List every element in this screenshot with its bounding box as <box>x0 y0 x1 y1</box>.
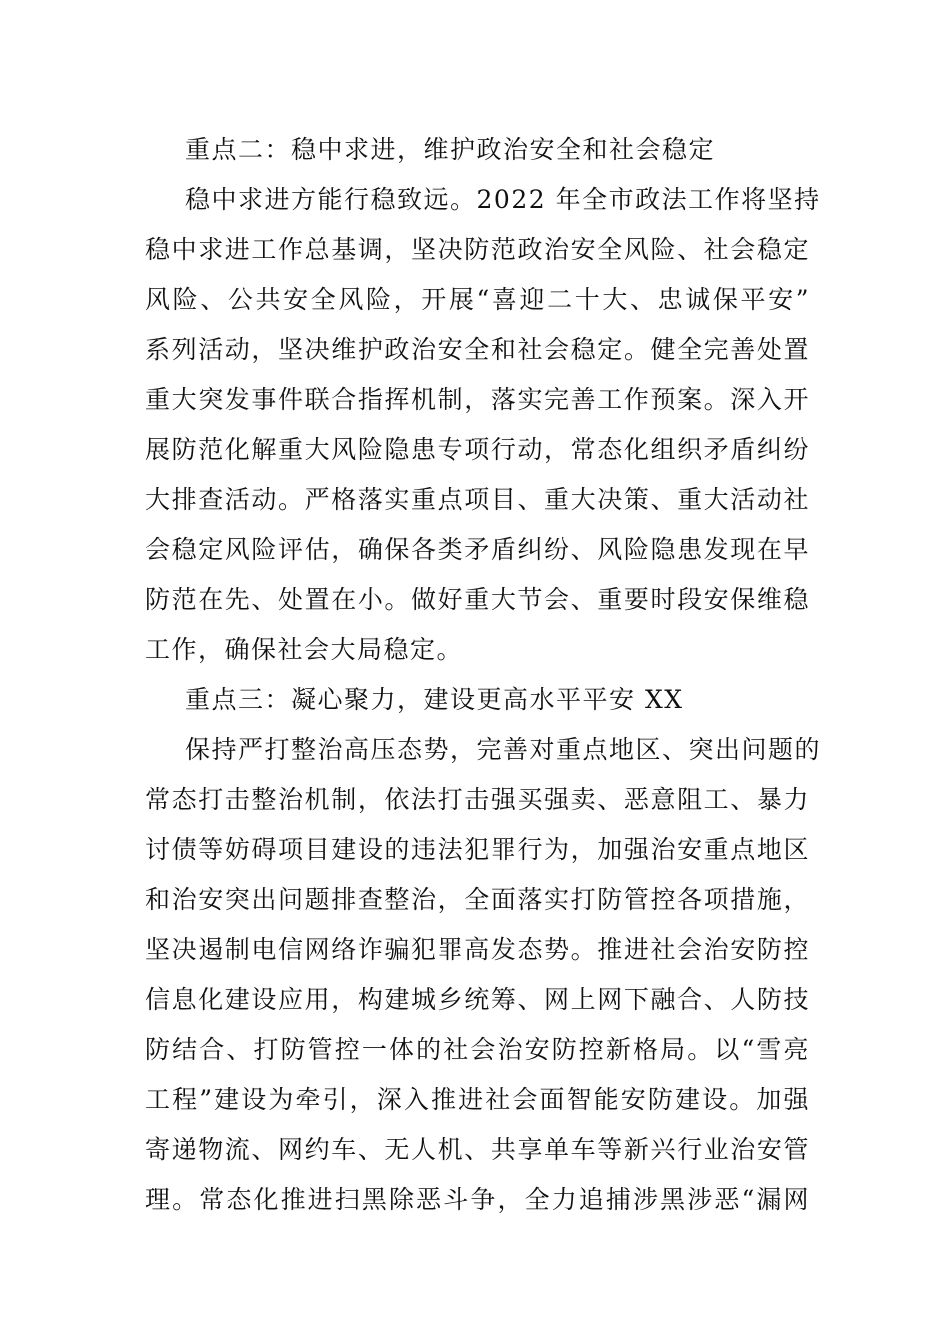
paragraph-line: 稳中求进方能行稳致远。2022 年全市政法工作将坚持 <box>185 185 821 214</box>
paragraph-line: 重大突发事件联合指挥机制，落实完善工作预案。深入开 <box>145 385 810 414</box>
paragraph-line: 理。常态化推进扫黑除恶斗争，全力追捕涉黑涉恶“漏网 <box>145 1185 810 1214</box>
section-heading: 重点三：凝心聚力，建设更高水平平安 XX <box>185 685 684 714</box>
paragraph-line: 保持严打整治高压态势，完善对重点地区、突出问题的 <box>185 735 822 764</box>
paragraph-line: 稳中求进工作总基调，坚决防范政治安全风险、社会稳定 <box>145 235 810 264</box>
paragraph-line: 展防范化解重大风险隐患专项行动，常态化组织矛盾纠纷 <box>145 435 810 464</box>
paragraph-line: 工程”建设为牵引，深入推进社会面智能安防建设。加强 <box>145 1085 810 1114</box>
paragraph-line: 讨债等妨碍项目建设的违法犯罪行为，加强治安重点地区 <box>145 835 810 864</box>
paragraph-line: 大排查活动。严格落实重点项目、重大决策、重大活动社 <box>145 485 810 514</box>
paragraph-line: 常态打击整治机制，依法打击强买强卖、恶意阻工、暴力 <box>145 785 810 814</box>
paragraph-line: 寄递物流、网约车、无人机、共享单车等新兴行业治安管 <box>145 1135 810 1164</box>
paragraph-line: 防结合、打防管控一体的社会治安防控新格局。以“雪亮 <box>145 1035 810 1064</box>
paragraph-line: 信息化建设应用，构建城乡统筹、网上网下融合、人防技 <box>145 985 810 1014</box>
paragraph-line: 风险、公共安全风险，开展“喜迎二十大、忠诚保平安” <box>145 285 810 314</box>
section-heading: 重点二：稳中求进，维护政治安全和社会稳定 <box>185 135 716 164</box>
paragraph-line: 防范在先、处置在小。做好重大节会、重要时段安保维稳 <box>145 585 810 614</box>
paragraph-line: 工作，确保社会大局稳定。 <box>145 635 464 664</box>
paragraph-line: 和治安突出问题排查整治，全面落实打防管控各项措施， <box>145 885 810 914</box>
paragraph-line: 系列活动，坚决维护政治安全和社会稳定。健全完善处置 <box>145 335 810 364</box>
paragraph-line: 会稳定风险评估，确保各类矛盾纠纷、风险隐患发现在早 <box>145 535 810 564</box>
paragraph-line: 坚决遏制电信网络诈骗犯罪高发态势。推进社会治安防控 <box>145 935 810 964</box>
